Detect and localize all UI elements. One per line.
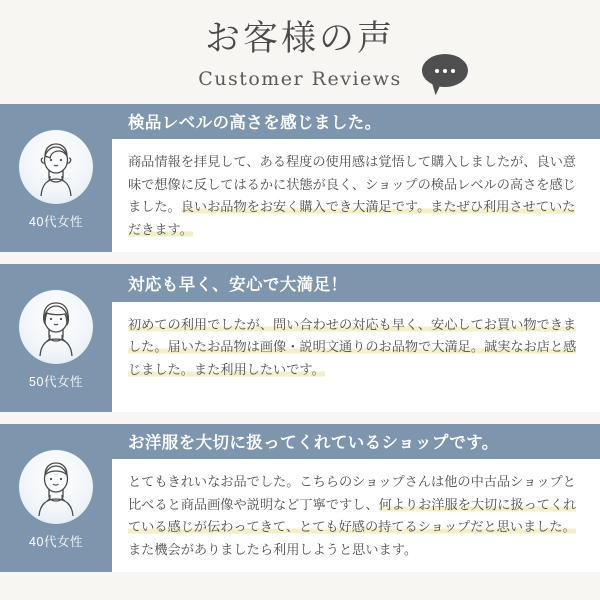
page-title: お客様の声 <box>204 19 395 59</box>
bubble-dot <box>435 69 439 73</box>
review-body <box>112 459 600 572</box>
page-subtitle: Customer Reviews <box>198 67 402 90</box>
speech-bubble-body <box>422 54 468 87</box>
review-card <box>0 104 600 252</box>
review-content <box>112 104 600 252</box>
speech-bubble-icon <box>422 54 478 100</box>
review-body-highlight: 良いお品物をお安く購入でき大満足です。またぜひ利用させていただきます。 <box>128 199 576 238</box>
bubble-dot <box>443 69 447 73</box>
review-content <box>112 264 600 412</box>
review-card <box>0 424 600 572</box>
reviewer-age-label: 40代女性 <box>29 534 83 549</box>
review-card <box>0 264 600 412</box>
review-body-highlight: 何よりお洋服を大切に扱ってくれている感じが伝わってきて、とても好感の持てるショップだと思いました。 <box>128 496 577 535</box>
reviewer-age-label: 40代女性 <box>29 214 83 229</box>
page-header <box>0 0 600 90</box>
reviewer-age-label: 50代女性 <box>29 374 83 389</box>
review-content <box>112 424 600 572</box>
review-body-highlight: 初めての利用でしたが、問い合わせの対応も早く、安心してお買い物できました。届いたお品物は画像・説明文通りのお品物で大満足。誠実なお店と感じました。また利用したいです。 <box>128 316 577 378</box>
review-title: 検品レベルの高さを感じました。 <box>112 104 600 139</box>
review-list <box>0 104 600 572</box>
review-body <box>112 302 600 412</box>
review-body-plain-tail: また機会がありましたら利用しようと思います。 <box>128 542 418 558</box>
review-avatar-column <box>0 264 112 412</box>
woman-avatar-icon <box>19 450 93 524</box>
review-avatar-column <box>0 104 112 252</box>
review-title: お洋服を大切に扱ってくれているショップです。 <box>112 424 600 459</box>
woman-avatar-icon <box>19 130 93 204</box>
review-body-plain: とてもきれいなお品でした。こちらのショップさんは他の中古品ショップと比べると商品画像や説明など丁寧ですし、 <box>128 473 576 512</box>
review-body-plain: 商品情報を拝見して、ある程度の使用感は覚悟して購入しましたが、良い意味で想像に反してはるかに状態が良く、ショップの検品レベルの高さを感じました。 <box>128 153 577 215</box>
review-body <box>112 139 600 252</box>
bubble-dot <box>451 69 455 73</box>
woman-avatar-icon <box>19 290 93 364</box>
review-title: 対応も早く、安心で大満足！ <box>112 264 600 302</box>
review-avatar-column <box>0 424 112 572</box>
